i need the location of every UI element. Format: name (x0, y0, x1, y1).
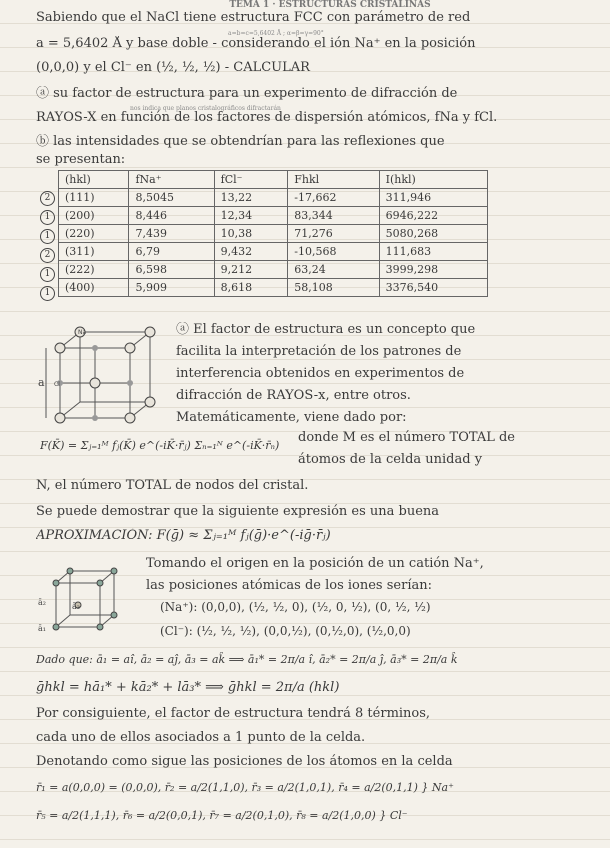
table-cell-i: 3999,298 (379, 261, 487, 279)
table-row (59, 279, 488, 297)
question-b-line-1: ⓑ las intensidades que se obtendrían para las reflexiones que (36, 134, 445, 149)
part-a-line-3: interferencia obtenidos en experimentos de (176, 366, 465, 381)
na-label: Na (78, 329, 87, 336)
cl-label: Cl (54, 381, 60, 388)
table-cell-hkl: (400) (59, 279, 129, 297)
reflections-table (58, 170, 488, 297)
conclusion-line-3: Denotando como sigue las posiciones de los átomos en la celda (36, 754, 453, 769)
col-hkl: (hkl) (59, 171, 129, 189)
row-mark: 1 (40, 210, 55, 225)
table-cell-fcl: 9,212 (214, 261, 288, 279)
table-cell-f: -10,568 (288, 243, 379, 261)
table-row (59, 207, 488, 225)
table-cell-i: 6946,222 (379, 207, 487, 225)
row-mark: 1 (40, 267, 55, 282)
part-a-line-2: facilita la interpretación de los patrones de (176, 344, 462, 359)
row-mark: 1 (40, 229, 55, 244)
table-cell-hkl: (222) (59, 261, 129, 279)
intro-line-2: a = 5,6402 Å y base doble - considerando el ión Na⁺ en la posición (36, 36, 476, 51)
table-cell-hkl: (220) (59, 225, 129, 243)
row-mark: 2 (40, 191, 55, 206)
table-cell-fcl: 12,34 (214, 207, 288, 225)
table-cell-fcl: 10,38 (214, 225, 288, 243)
part-a-line-7: Se puede demostrar que la siguiente expresión es una buena (36, 504, 440, 519)
table-cell-f: -17,662 (288, 189, 379, 207)
table-cell-hkl: (200) (59, 207, 129, 225)
table-cell-i: 111,683 (379, 243, 487, 261)
fcc-basis-drawing (36, 565, 136, 635)
table-cell-hkl: (111) (59, 189, 129, 207)
part-a-line-4: difracción de RAYOS-x, entre otros. (176, 388, 411, 403)
part-a-line-5: Matemáticamente, viene dado por: (176, 410, 407, 425)
positions-na: r̄₁ = a(0,0,0) = (0,0,0), r̄₂ = a/2(1,1,0), r̄₃ = a/2(1,0,1), r̄₄ = a/2(0,1,1) } Na⁺ (36, 781, 454, 794)
part-a-line-1: ⓐ El factor de estructura es un concepto que (176, 322, 476, 337)
origin-line-2: las posiciones atómicas de los iones serían: (146, 578, 432, 593)
part-a-line-6: N, el número TOTAL de nodos del cristal. (36, 478, 309, 493)
structure-factor-formula: F(K̄) = Σⱼ₌₁ᴹ fⱼ(K̄) e^(-iK̄·r̄ⱼ) Σₙ₌₁ᴺ e^(-iK̄·r̄ₙ) (40, 439, 280, 452)
nacl-unit-cell-drawing (34, 326, 164, 426)
table-row (59, 261, 488, 279)
part-a-where-2: átomos de la celda unidad y (298, 452, 483, 467)
cl-positions: (Cl⁻): (½, ½, ½), (0,0,½), (0,½,0), (½,0,0) (160, 624, 411, 638)
col-fcl: fCl⁻ (214, 171, 288, 189)
intro-line-3: (0,0,0) y el Cl⁻ en (½, ½, ½) - CALCULAR (36, 60, 310, 75)
col-ihkl: I(hkl) (379, 171, 487, 189)
table-cell-i: 311,946 (379, 189, 487, 207)
approximation-formula: APROXIMACIÓN: F(ḡ) ≈ Σⱼ₌₁ᴹ fⱼ(ḡ)·e^(-iḡ·r̄ⱼ) (36, 528, 331, 543)
question-a-note: nos indica que planos cristalográficos difractarán (130, 105, 281, 112)
table-cell-fna: 6,79 (129, 243, 214, 261)
table-cell-fcl: 8,618 (214, 279, 288, 297)
conclusion-line-1: Por consiguiente, el factor de estructura tendrá 8 términos, (36, 706, 431, 721)
question-b-line-2: se presentan: (36, 152, 126, 167)
col-fna: fNa⁺ (129, 171, 214, 189)
question-a-line-2: RAYOS-X en función de los factores de dispersión atómicos, fNa y fCl. (36, 110, 498, 125)
table-cell-fna: 8,446 (129, 207, 214, 225)
table-cell-fcl: 9,432 (214, 243, 288, 261)
question-a-line-1: ⓐ su factor de estructura para un experimento de difracción de (36, 86, 458, 101)
g-vector: ḡhkl = hā₁* + kā₂* + lā₃* ⟹ ḡhkl = 2π/a (hkl) (36, 680, 340, 695)
table-cell-i: 5080,268 (379, 225, 487, 243)
lattice-constant-label: a (38, 376, 45, 389)
row-mark: 1 (40, 286, 55, 301)
col-fhkl: Fhkl (288, 171, 379, 189)
table-cell-i: 3376,540 (379, 279, 487, 297)
table-cell-fcl: 13,22 (214, 189, 288, 207)
row-mark: 2 (40, 248, 55, 263)
table-cell-fna: 5,909 (129, 279, 214, 297)
reciprocal-vectors: Dado que: ā₁ = aî, ā₂ = aĵ, ā₃ = ak̂ ⟹ ā₁* = 2π/a î, ā₂* = 2π/a ĵ, ā₃* = 2π/a k̂ (36, 653, 458, 666)
page-header: TEMA 1 · ESTRUCTURAS CRISTALINAS (229, 0, 431, 8)
table-row (59, 243, 488, 261)
table-cell-f: 83,344 (288, 207, 379, 225)
na-positions: (Na⁺): (0,0,0), (½, ½, 0), (½, 0, ½), (0, ½, ½) (160, 600, 431, 614)
intro-note: a=b=c=5,6402 Å ; α=β=γ=90° (228, 30, 324, 37)
positions-cl: r̄₅ = a/2(1,1,1), r̄₆ = a/2(0,0,1), r̄₇ = a/2(0,1,0), r̄₈ = a/2(1,0,0) } Cl⁻ (36, 809, 408, 822)
intro-line-1: Sabiendo que el NaCl tiene estructura FCC con parámetro de red (36, 10, 471, 25)
table-cell-f: 71,276 (288, 225, 379, 243)
a1-label: ā₁ (38, 624, 46, 633)
table-cell-fna: 7,439 (129, 225, 214, 243)
table-cell-f: 63,24 (288, 261, 379, 279)
table-cell-hkl: (311) (59, 243, 129, 261)
a3-label: ā₃ (72, 602, 80, 611)
part-a-where-1: donde M es el número TOTAL de (298, 430, 515, 445)
table-cell-f: 58,108 (288, 279, 379, 297)
table-cell-fna: 8,5045 (129, 189, 214, 207)
table-row (59, 189, 488, 207)
a2-label: ā₂ (38, 598, 46, 607)
origin-line-1: Tomando el origen en la posición de un catión Na⁺, (146, 556, 484, 571)
table-cell-fna: 6,598 (129, 261, 214, 279)
conclusion-line-2: cada uno de ellos asociados a 1 punto de la celda. (36, 730, 366, 745)
table-row (59, 225, 488, 243)
